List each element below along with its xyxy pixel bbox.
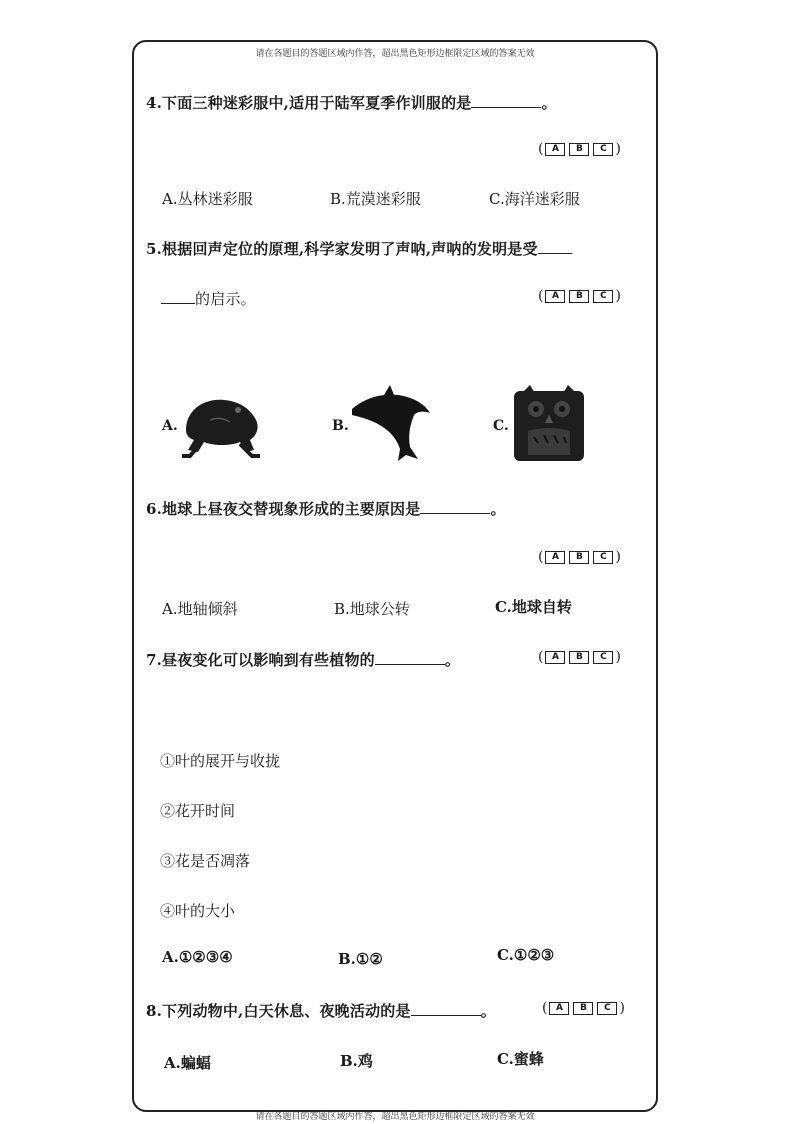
question-8-text: 8.下列动物中,白天休息、夜晚活动的是 (146, 1002, 411, 1020)
q5-label-b: B. (332, 418, 349, 434)
q6-option-b: B.地球公转 (334, 600, 410, 618)
answer-blank[interactable] (375, 650, 445, 665)
q4-option-c: C.海洋迷彩服 (489, 190, 580, 208)
choice-b-box[interactable]: B (573, 1002, 593, 1015)
q7-item-2: ②花开时间 (160, 802, 236, 820)
q5-label-a: A. (162, 418, 178, 434)
question-5-text: 5.根据回声定位的原理,科学家发明了声呐,声呐的发明是受 (146, 240, 538, 258)
choice-box-q8: ( A B C ) (542, 1000, 625, 1016)
q7-option-c: C.①②③ (497, 946, 555, 964)
answer-blank[interactable] (161, 289, 195, 304)
choice-box-q7: ( A B C ) (538, 649, 621, 665)
q7-option-a: A.①②③④ (162, 948, 233, 966)
choice-a-box[interactable]: A (545, 143, 565, 156)
choice-box-q4: ( A B C ) (538, 141, 621, 157)
toad-image (180, 390, 264, 462)
question-6-text: 6.地球上昼夜交替现象形成的主要原因是 (146, 500, 421, 518)
choice-b-box[interactable]: B (569, 143, 589, 156)
choice-c-box[interactable]: C (593, 290, 613, 303)
q7-item-4: ④叶的大小 (160, 902, 236, 920)
q4-option-a: A.丛林迷彩服 (162, 190, 253, 208)
question-5 (146, 238, 572, 259)
question-8: 8.下列动物中,白天休息、夜晚活动的是 。 (146, 1002, 496, 1020)
choice-box-q5: ( A B C ) (538, 288, 621, 304)
choice-b-box[interactable]: B (569, 651, 589, 664)
answer-blank[interactable] (420, 499, 490, 514)
header-note: 请在各题目的答题区域内作答，超出黑色矩形边框限定区域的答案无效 (255, 49, 535, 59)
choice-a-box[interactable]: A (545, 290, 565, 303)
q8-option-c: C.蜜蜂 (497, 1050, 544, 1068)
choice-box-q6: ( A B C ) (538, 549, 621, 565)
question-5-line2: 的启示。 (161, 288, 256, 309)
q7-item-1: ①叶的展开与收拢 (160, 752, 281, 770)
choice-c-box[interactable]: C (593, 551, 613, 564)
q7-item-3: ③花是否凋落 (160, 852, 251, 870)
q4-option-b: B.荒漠迷彩服 (330, 190, 421, 208)
q7-option-b: B.①② (338, 950, 383, 968)
q8-option-b: B.鸡 (340, 1052, 373, 1070)
owl-image (512, 385, 586, 461)
question-7-text: 7.昼夜变化可以影响到有些植物的 (146, 651, 375, 669)
choice-a-box[interactable]: A (545, 551, 565, 564)
choice-a-box[interactable]: A (549, 1002, 569, 1015)
answer-blank[interactable] (411, 1001, 481, 1016)
choice-a-box[interactable]: A (545, 651, 565, 664)
footer-note: 请在各题目的答题区域内作答，超出黑色矩形边框限定区域的答案无效 (255, 1112, 535, 1122)
dolphin-image (350, 385, 432, 465)
q5-label-c: C. (493, 418, 509, 434)
question-7: 7.昼夜变化可以影响到有些植物的 。 (146, 651, 461, 669)
choice-b-box[interactable]: B (569, 551, 589, 564)
question-4: 4.下面三种迷彩服中,适用于陆军夏季作训服的是 。 (146, 94, 557, 112)
question-6: 6.地球上昼夜交替现象形成的主要原因是 。 (146, 500, 506, 518)
question-4-text: 4.下面三种迷彩服中,适用于陆军夏季作训服的是 (146, 94, 472, 112)
choice-c-box[interactable]: C (593, 651, 613, 664)
choice-c-box[interactable]: C (593, 143, 613, 156)
q6-option-c: C.地球自转 (495, 598, 572, 616)
answer-blank[interactable] (538, 239, 572, 254)
choice-b-box[interactable]: B (569, 290, 589, 303)
answer-blank[interactable] (471, 93, 541, 108)
q8-option-a: A.蝙蝠 (164, 1054, 211, 1072)
q6-option-a: A.地轴倾斜 (162, 600, 238, 618)
choice-c-box[interactable]: C (597, 1002, 617, 1015)
